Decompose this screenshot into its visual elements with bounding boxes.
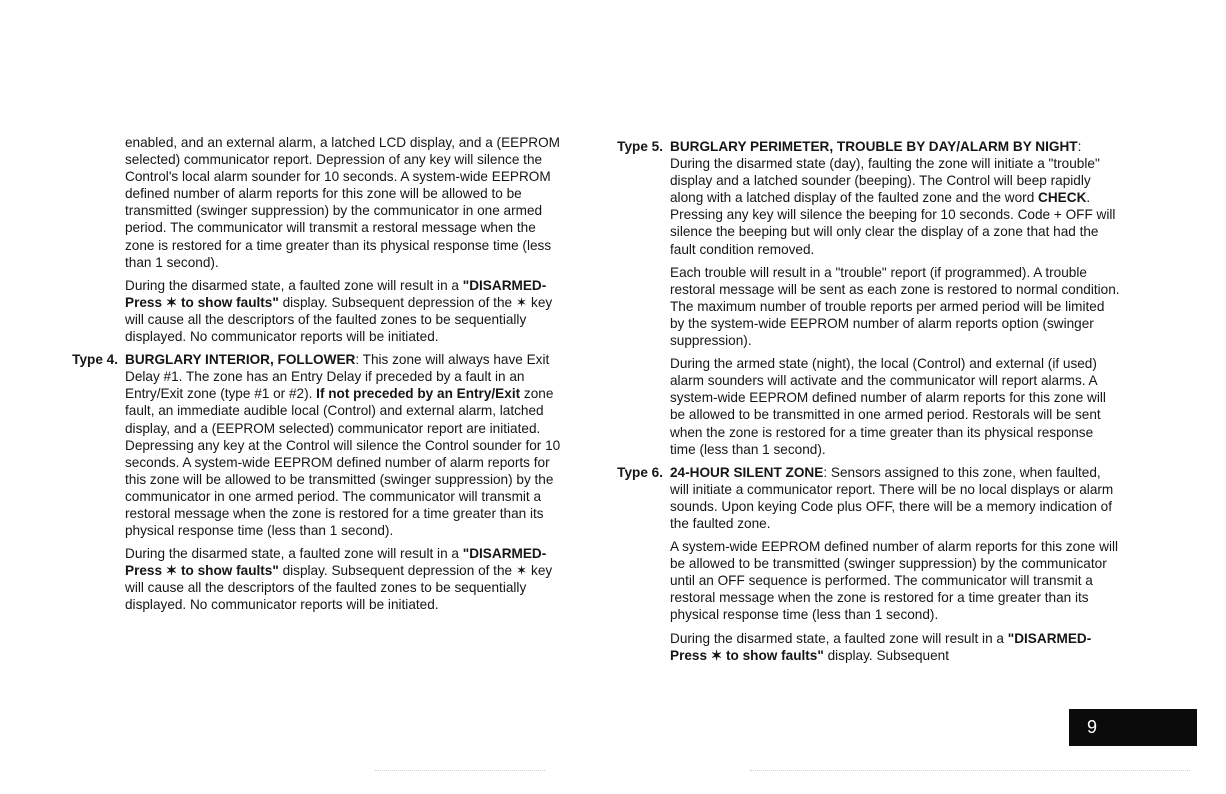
type-6-disarmed-text-b: display. Subsequent (827, 647, 950, 663)
scan-artifact-line (750, 770, 1190, 772)
type-5-text-b: . Pressing any key will silence the beeping for 10 seconds. Code + OFF will silence the beeping but will only clear the display of a zone that had the fault condition removed. (670, 190, 1116, 257)
type-4-bold-phrase: If not preceded by an Entry/Exit (316, 386, 521, 402)
type-6-paragraph-1 (670, 464, 1120, 532)
disarmed-display-message: "DISARMED-Press ✶ to show faults" (125, 277, 547, 310)
page-number-tab (1069, 709, 1197, 746)
disarmed-text-b: display. Subsequent depression of the ✶ key will cause all the descriptors of the faulted zones to be sequentially displayed. No communicator reports will be initiated. (125, 294, 553, 345)
type-6-heading: 24-HOUR SILENT ZONE (670, 464, 824, 480)
right-column (617, 138, 1120, 670)
type-6-paragraph-3 (670, 630, 1120, 664)
type-5-paragraph-2: Each trouble will result in a "trouble" report (if programmed). A trouble restoral message will be sent as each zone is restored to normal condition. The maximum number of trouble reports per armed period will be limited by the system-wide EEPROM number of alarm reports option (swinger suppression). (670, 264, 1120, 349)
type-4-section (72, 351, 567, 613)
type-6-disarmed-text-a: During the disarmed state, a faulted zone will result in a (670, 630, 1004, 646)
left-column (72, 134, 567, 620)
disarmed-text-a: During the disarmed state, a faulted zone will result in a (125, 277, 459, 293)
type-4-disarmed-text-a: During the disarmed state, a faulted zone will result in a (125, 546, 459, 562)
type-6-section (617, 464, 1120, 664)
type-4-paragraph-2 (125, 545, 567, 613)
type-5-label: Type 5. (617, 139, 663, 154)
type-6-paragraph-2: A system-wide EEPROM defined number of alarm reports for this zone will be allowed to be transmitted (swinger suppression) by the communicator until an OFF sequence is performed. The communicator will transmit a restoral message when the zone is restored for a time greater than its physical response time (less than 1 second). (670, 539, 1119, 623)
type-5-paragraph-3: During the armed state (night), the local (Control) and external (if used) alarm sounders will activate and the communicator will report alarms. A system-wide EEPROM defined number of alarm reports for this zone will be allowed to be transmitted in one armed period. Restorals will be sent when the zone is restored for a time greater than its physical response time (less than 1 second). (670, 356, 1106, 457)
type-6-disarmed-display-message: "DISARMED-Press ✶ to show faults" (670, 630, 1092, 663)
type-4-disarmed-display-message: "DISARMED-Press ✶ to show faults" (125, 546, 547, 579)
type-5-section (617, 138, 1120, 458)
type-4-label: Type 4. (72, 352, 118, 368)
type-5-heading: BURGLARY PERIMETER, TROUBLE BY DAY/ALARM BY NIGHT (670, 139, 1078, 154)
left-continued-paragraph-2 (125, 277, 567, 345)
type-4-heading: BURGLARY INTERIOR, FOLLOWER (125, 352, 356, 368)
type-4-text-b: zone fault, an immediate audible local (Control) and external alarm, latched display, and a (EEPROM selected) communicator report are initiated. Depressing any key at the Control will silence the Control sounder for 10 seconds. A system-wide EEPROM defined number of alarm reports for this zone will be allowed to be transmitted (swinger suppression) by the communicator in one armed period. The communicator will transmit a restoral message when the zone is restored for a time greater than its physical response time (less than 1 second). (125, 386, 561, 539)
type-4-paragraph-1 (125, 351, 567, 539)
left-continued-paragraph-1: enabled, and an external alarm, a latched LCD display, and a (EEPROM selected) communicator report. Depression of any key will silence the Control's local alarm sounder for 10 seconds. A system-wide EEPROM defined number of alarm reports for this zone will be allowed to be transmitted (swinger suppression) by the communicator in one armed period. The communicator will transmit a restoral message when the zone is restored for a time greater than its physical response time (less than 1 second). (125, 135, 560, 270)
page-number: 9 (1087, 717, 1098, 737)
scan-artifact-line (375, 770, 545, 772)
type-5-paragraph-1 (670, 138, 1120, 258)
type-5-text-a: : During the disarmed state (day), faulting the zone will initiate a "trouble" display and a latched sounder (beeping). The Control will beep rapidly along with a latched display of the faulted zone and the word (670, 139, 1100, 206)
type-4-text-a: : This zone will always have Exit Delay #1. The zone has an Entry Delay if preceded by a fault in an Entry/Exit zone (type #1 or #2). (125, 352, 550, 402)
type-4-disarmed-text-b: display. Subsequent depression of the ✶ key will cause all the descriptors of the faulted zones to be sequentially displayed. No communicator reports will be initiated. (125, 563, 553, 613)
type-6-label: Type 6. (617, 464, 663, 480)
type-6-text-a: : Sensors assigned to this zone, when faulted, will initiate a communicator report. There will be no local displays or alarm sounds. Upon keying Code plus OFF, there will be a memory indication of the faulted zone. (670, 464, 1114, 531)
type-5-bold-word: CHECK (1038, 190, 1087, 206)
